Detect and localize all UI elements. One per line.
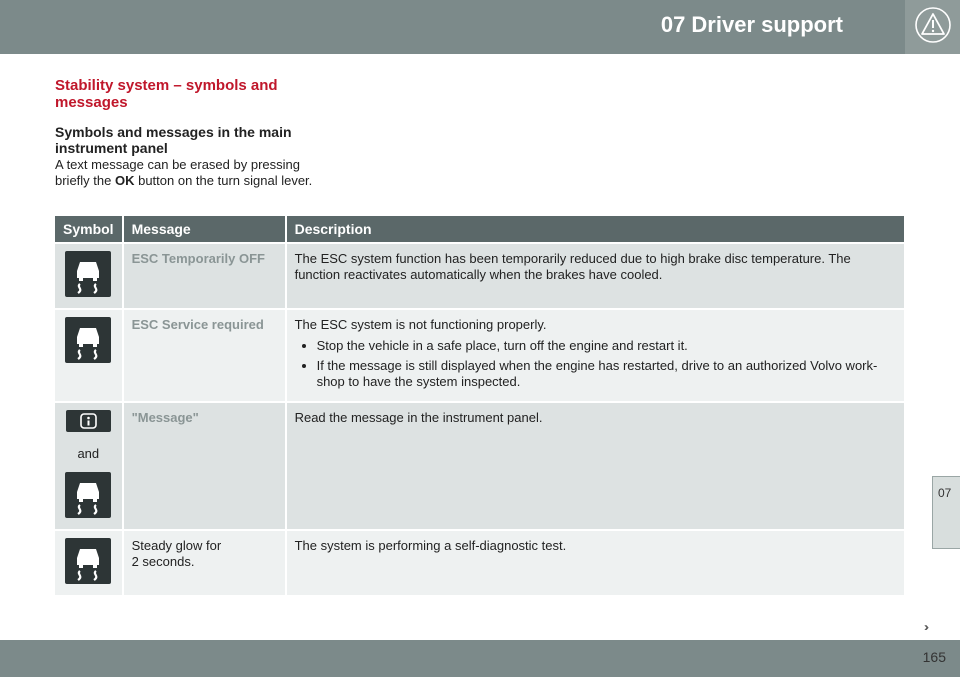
symbols-messages-table bbox=[55, 216, 904, 595]
symbol-cell bbox=[55, 308, 124, 401]
intro-text bbox=[55, 157, 335, 189]
intro-text-part: button on the turn signal lever. bbox=[134, 173, 313, 188]
subsection-title: Symbols and messages in the main instrument panel bbox=[55, 124, 292, 156]
section-title: Stability system – symbols and messages bbox=[55, 77, 278, 111]
esc-skid-icon bbox=[65, 538, 111, 584]
chapter-side-tab[interactable] bbox=[932, 476, 960, 549]
chapter-title: 07 Driver support bbox=[660, 12, 843, 37]
description-cell: The system is performing a self-diagnostic test. bbox=[287, 529, 904, 595]
symbol-cell bbox=[55, 401, 124, 529]
table-row bbox=[55, 529, 904, 595]
warning-triangle-icon bbox=[914, 6, 952, 44]
description-cell: Read the message in the instrument panel. bbox=[287, 401, 904, 529]
side-tab-label: 07 bbox=[938, 486, 952, 500]
list-item: • Stop the vehicle in a safe place, turn off the engine and restart it. bbox=[317, 338, 896, 354]
table-row bbox=[55, 242, 904, 308]
instruction-list bbox=[295, 338, 896, 390]
symbol-cell bbox=[55, 242, 124, 308]
esc-skid-icon bbox=[65, 472, 111, 518]
and-text: and bbox=[77, 446, 100, 461]
header-icon-box bbox=[905, 0, 960, 54]
page-number: 165 bbox=[922, 649, 946, 665]
column-header-symbol: Symbol bbox=[55, 216, 124, 242]
description-text: The ESC system is not functioning properly. bbox=[294, 317, 547, 332]
table-header-row bbox=[55, 216, 904, 242]
table-row bbox=[55, 401, 904, 529]
table-row bbox=[55, 308, 904, 401]
esc-skid-icon bbox=[65, 317, 111, 363]
list-item: • If the message is still displayed when the engine has restarted, drive to an authorized Volvo work-shop to have the system inspected. bbox=[317, 358, 896, 390]
next-page-arrows[interactable]: ›› bbox=[924, 620, 926, 634]
header-bar bbox=[0, 0, 905, 54]
message-line: 2 seconds. bbox=[131, 554, 195, 569]
esc-skid-icon bbox=[65, 251, 111, 297]
message-cell bbox=[124, 529, 287, 595]
footer-bar bbox=[0, 640, 960, 677]
info-icon bbox=[66, 410, 111, 432]
ok-button-reference: OK bbox=[114, 173, 135, 188]
message-cell: "Message" bbox=[124, 401, 287, 529]
message-cell: ESC Service required bbox=[124, 308, 287, 401]
intro-text-part: A text message can be erased by pressing briefly the bbox=[55, 157, 300, 188]
column-header-description: Description bbox=[287, 216, 904, 242]
description-cell bbox=[287, 308, 904, 401]
message-cell: ESC Temporarily OFF bbox=[124, 242, 287, 308]
column-header-message: Message bbox=[124, 216, 287, 242]
description-cell: The ESC system function has been temporarily reduced due to high brake disc temperature. The function reactivates automatically when the brakes have cooled. bbox=[287, 242, 904, 308]
message-line: Steady glow for bbox=[131, 538, 222, 553]
symbol-cell bbox=[55, 529, 124, 595]
